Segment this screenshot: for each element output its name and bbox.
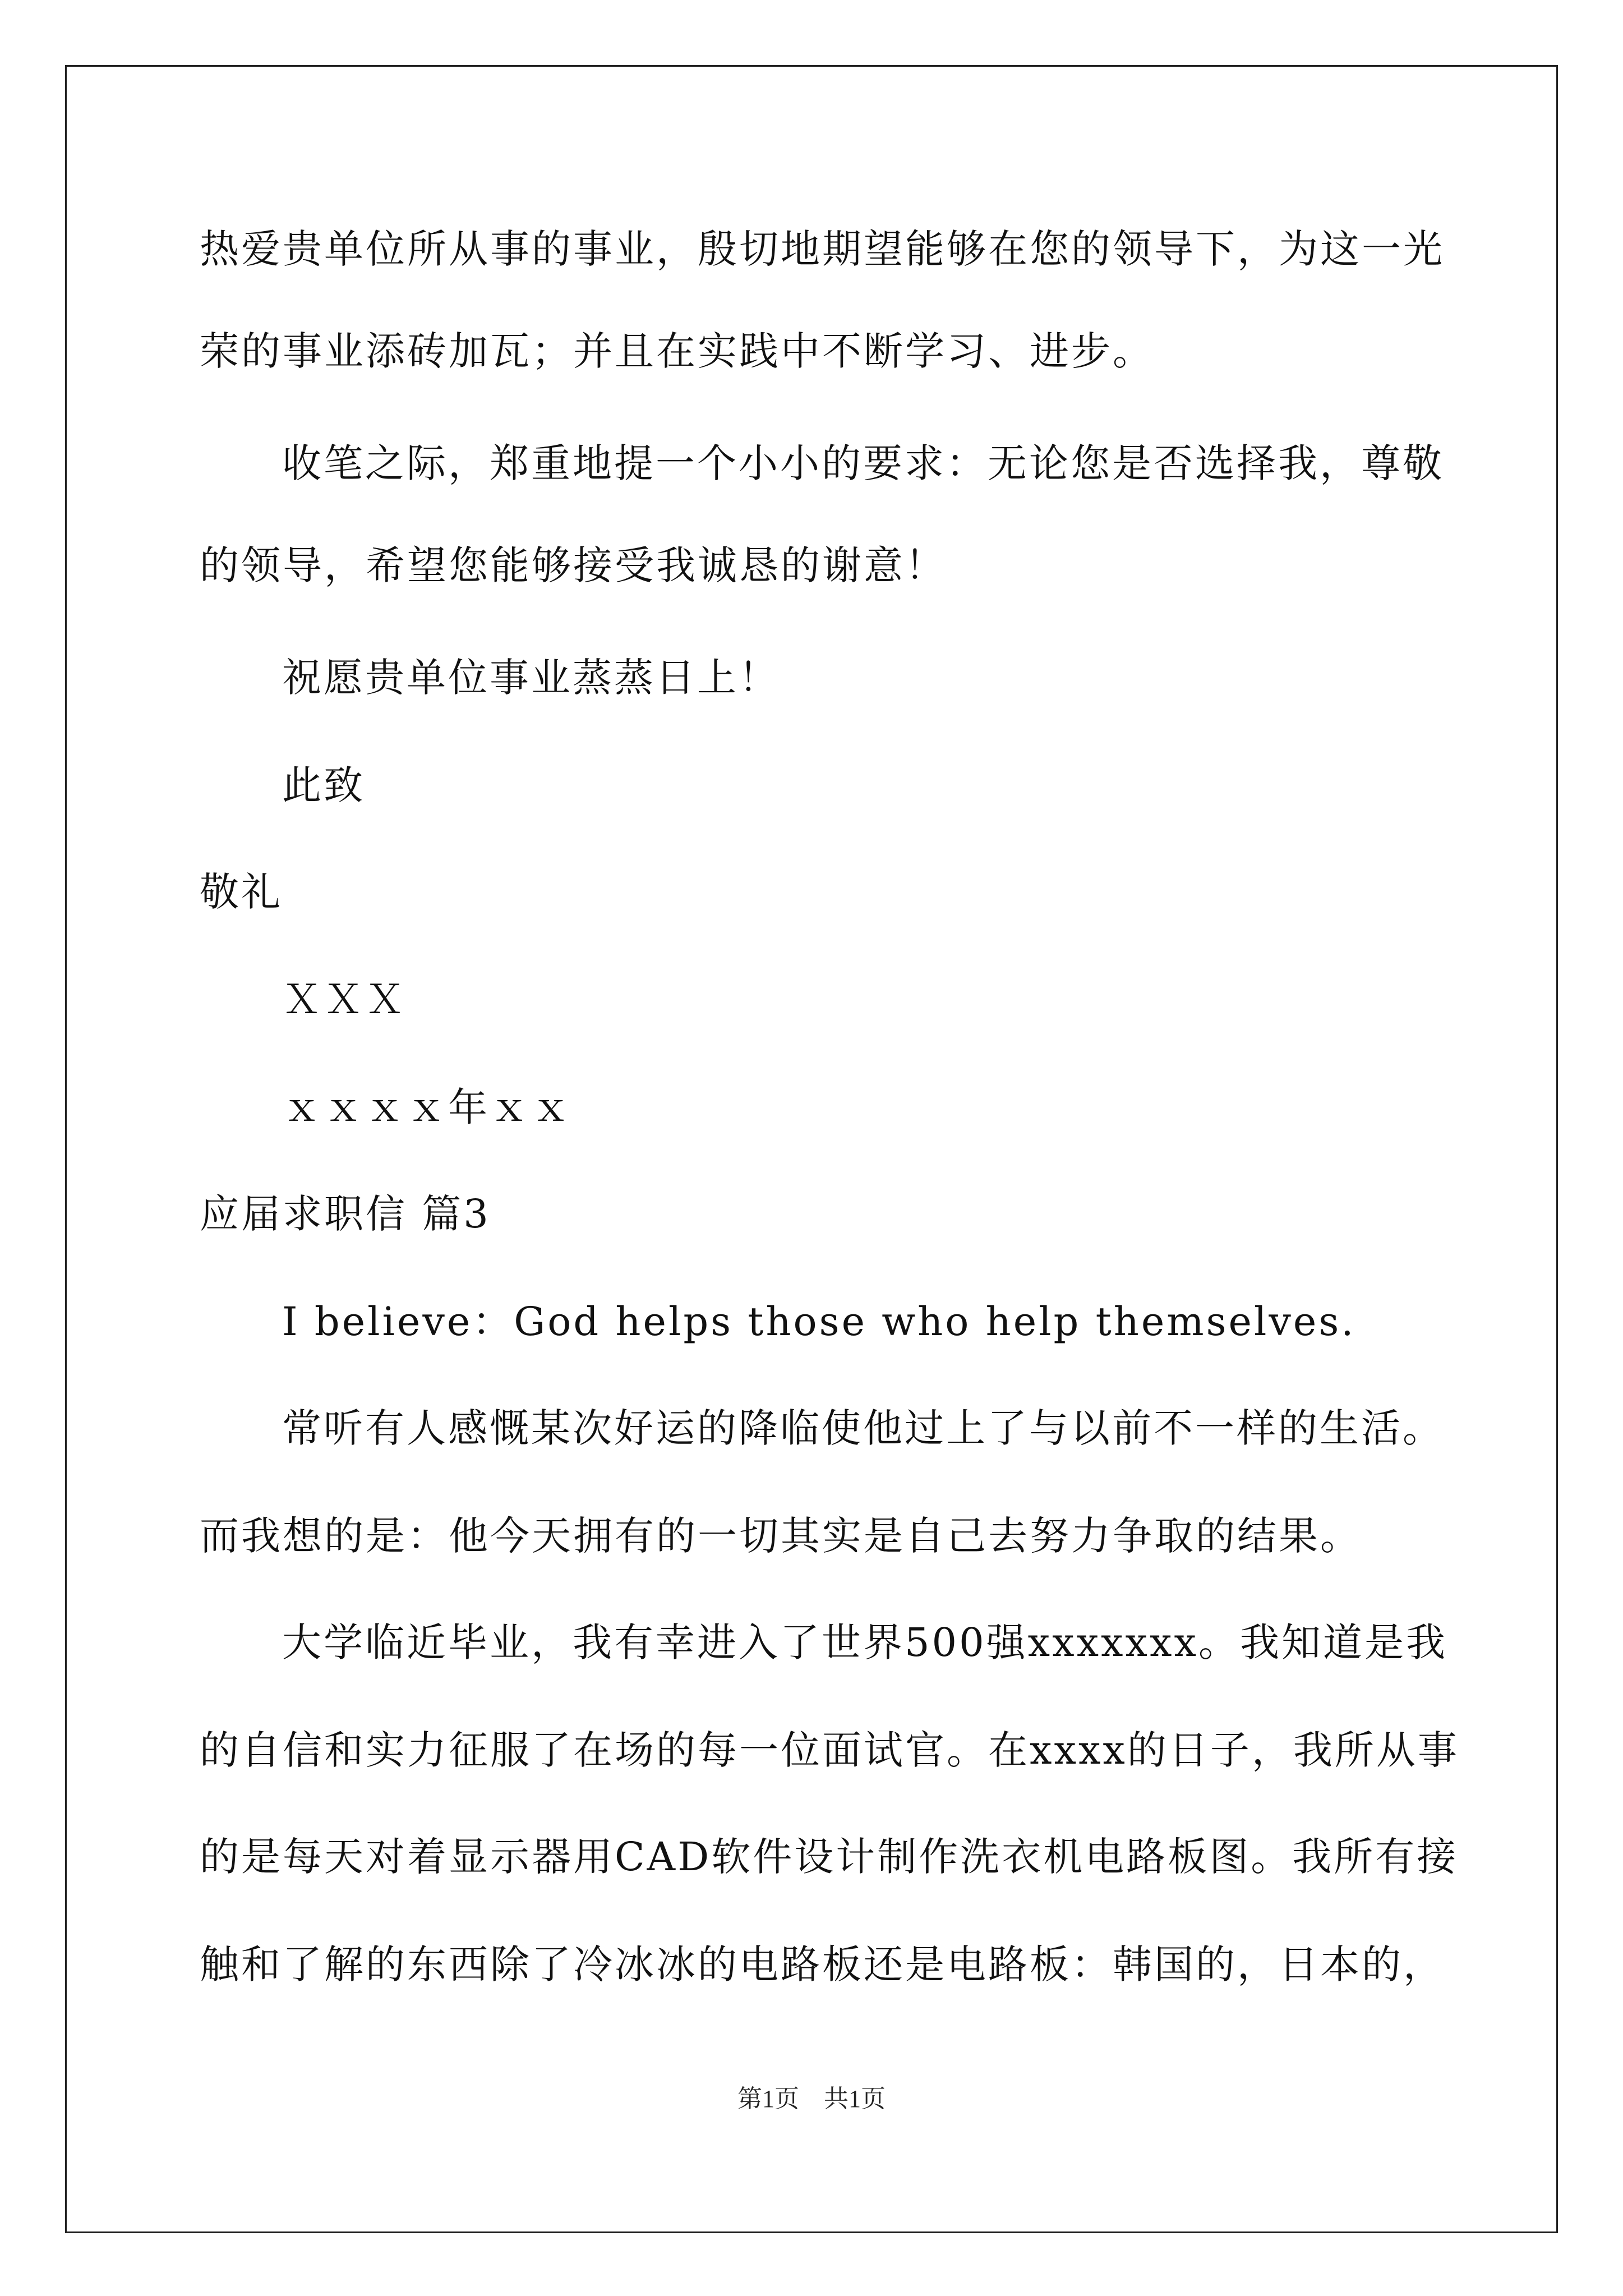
paragraph-line: 大学临近毕业，我有幸进入了世界500强xxxxxxx。我知道是我: [282, 1619, 1447, 1665]
paragraph-line: 荣的事业添砖加瓦；并且在实践中不断学习、进步。: [200, 328, 1154, 374]
page-border: [65, 65, 1558, 2233]
paragraph-line: 而我想的是：他今天拥有的一切其实是自己去努力争取的结果。: [200, 1513, 1362, 1559]
paragraph-line: 的领导，希望您能够接受我诚恳的谢意！: [200, 542, 947, 588]
paragraph-line: I believe：God helps those who help themselves.: [282, 1299, 1356, 1345]
signature-date: ｘｘｘｘ年ｘｘ: [282, 1084, 573, 1130]
paragraph-line: 常听有人感慨某次好运的降临使他过上了与以前不一样的生活。: [282, 1405, 1444, 1451]
closing-salutation: 此致: [282, 762, 365, 808]
signature-name: ＸＸＸ: [282, 977, 407, 1023]
section-heading: 应届求职信 篇3: [200, 1191, 491, 1237]
paragraph-line: 收笔之际，郑重地提一个小小的要求：无论您是否选择我，尊敬: [282, 440, 1444, 486]
page-number: 第1页 共1页: [737, 2085, 886, 2113]
paragraph-line: 的自信和实力征服了在场的每一位面试官。在xxxx的日子，我所从事: [200, 1727, 1459, 1773]
closing-regards: 敬礼: [200, 869, 283, 915]
paragraph-line: 热爱贵单位所从事的事业，殷切地期望能够在您的领导下，为这一光: [200, 226, 1445, 272]
paragraph-line: 祝愿贵单位事业蒸蒸日上！: [282, 655, 780, 701]
paragraph-line: 的是每天对着显示器用CAD软件设计制作洗衣机电路板图。我所有接: [200, 1834, 1459, 1880]
paragraph-line: 触和了解的东西除了冷冰冰的电路板还是电路板：韩国的，日本的，: [200, 1941, 1445, 1987]
